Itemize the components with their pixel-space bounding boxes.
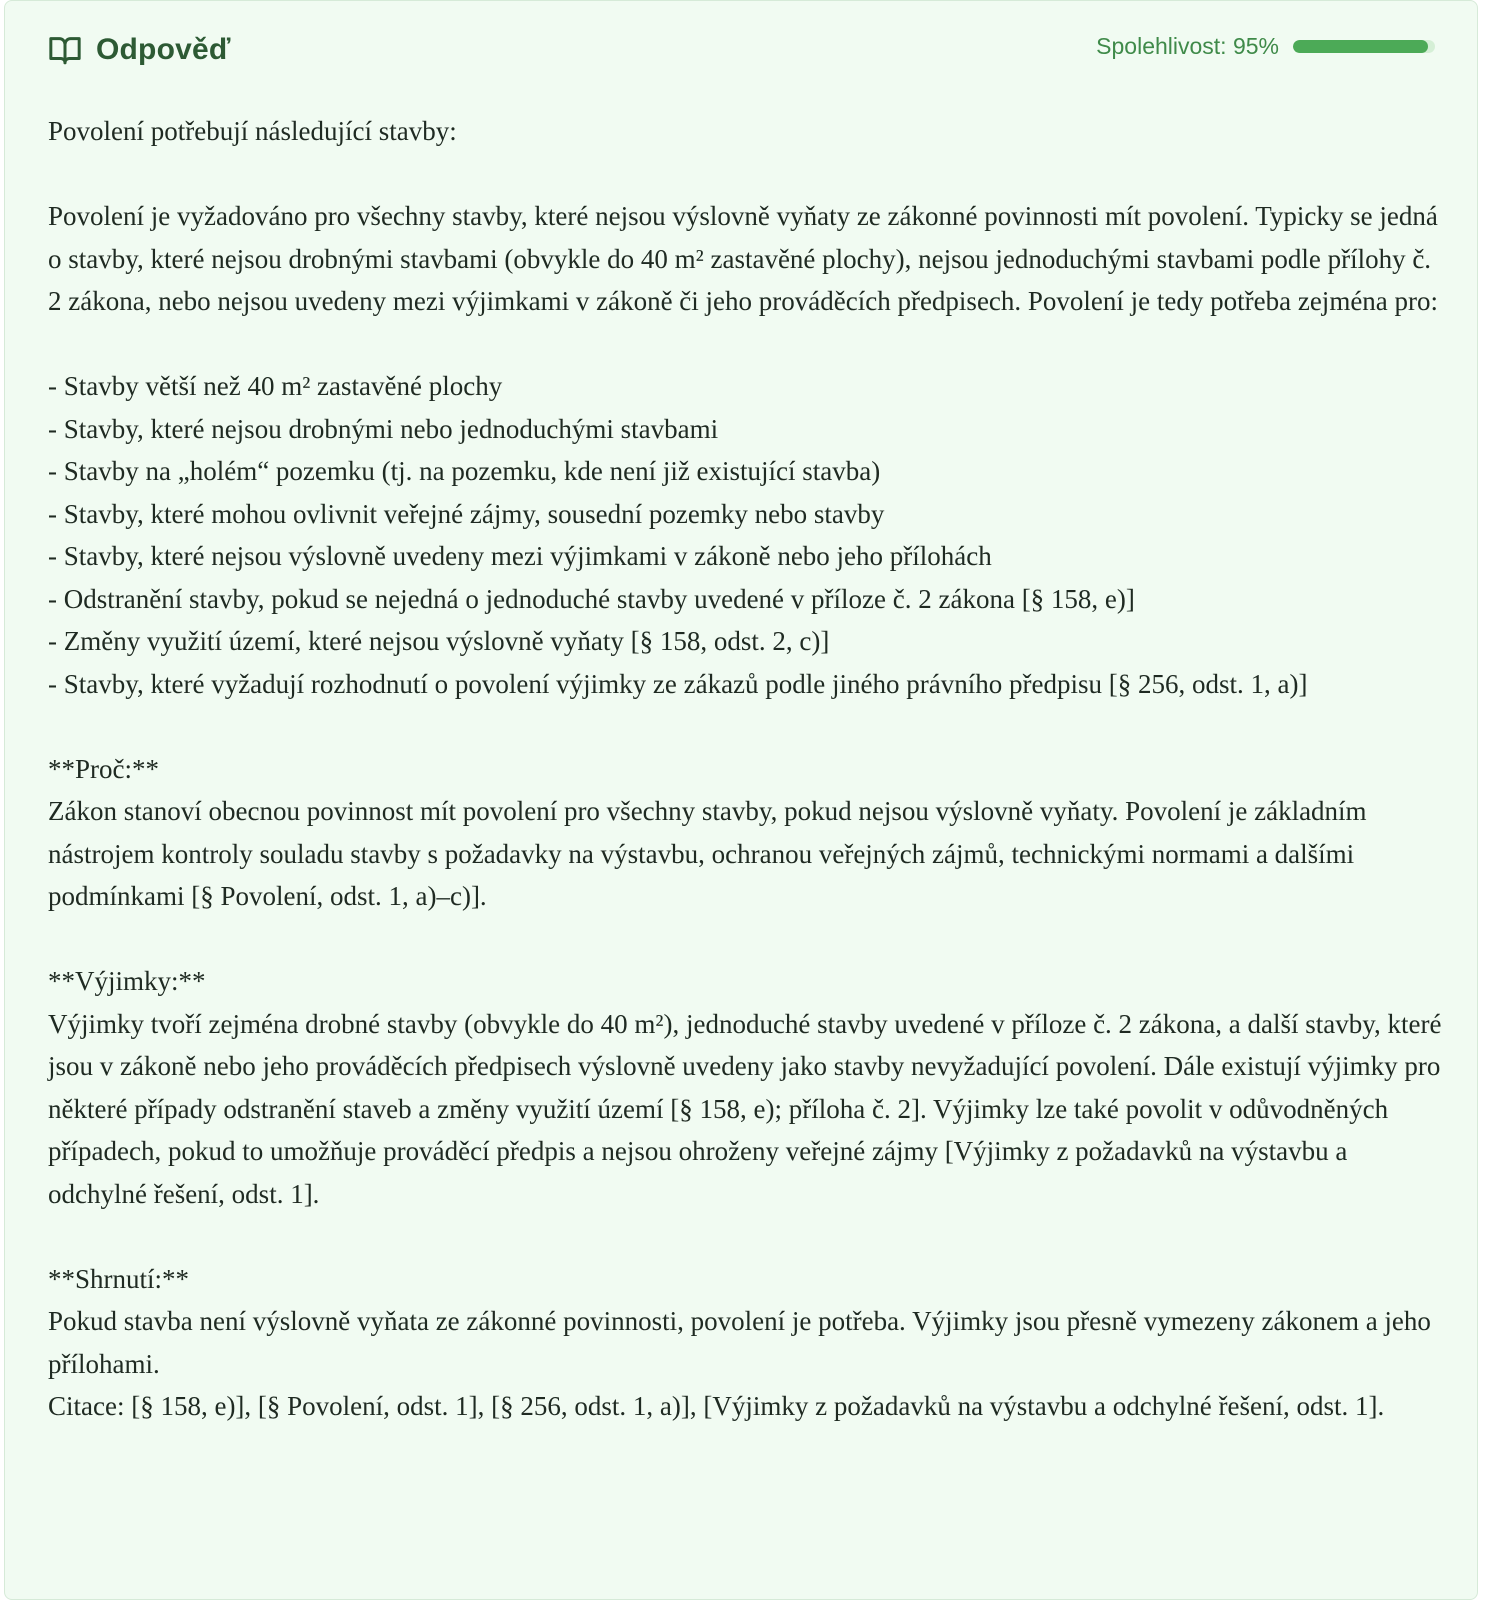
summary-text: Pokud stavba není výslovně vyňata ze zákonné povinnosti, povolení je potřeba. Výjimky jsou přesně vymezeny zákonem a jeho přílohami. <box>48 1306 1438 1379</box>
answer-intro: Povolení potřebují následující stavby: <box>48 116 457 146</box>
confidence-bar-fill <box>1293 40 1428 53</box>
list-item: - Stavby, které mohou ovlivnit veřejné zájmy, sousední pozemky nebo stavby <box>48 498 885 529</box>
summary-heading: **Shrnutí:** <box>48 1263 190 1294</box>
spacer <box>48 918 1448 961</box>
list-item: - Stavby, které nejsou výslovně uvedeny mezi výjimkami v zákoně nebo jeho přílohách <box>48 541 992 571</box>
why-text: Zákon stanoví obecnou povinnost mít povolení pro všechny stavby, pokud nejsou výslovně vyňaty. Povolení je základním nástrojem kontroly souladu stavby s požadavky na výstavbu, ochranou veřejných zájmů, technickými normami a dalšími podmínkami [§ Povolení, odst. 1, a)–c)]. <box>48 796 1374 911</box>
answer-title: Odpověď <box>96 33 231 66</box>
list-item: - Stavby, které nejsou drobnými nebo jednoduchými stavbami <box>48 413 719 444</box>
answer-body <box>48 110 1448 1428</box>
list-item: - Odstranění stavby, pokud se nejedná o jednoduché stavby uvedené v příloze č. 2 zákona [§ 158, e)] <box>48 583 1135 614</box>
spacer <box>48 1215 1448 1258</box>
answer-header <box>5 1 1477 101</box>
title-group <box>48 33 231 67</box>
answer-paragraph: Povolení je vyžadováno pro všechny stavby, které nejsou výslovně vyňaty ze zákonné povinnosti mít povolení. Typicky se jedná o stavby, které nejsou drobnými stavbami (obvykle do 40 m² zastavěné plochy), nejsou jednoduchými stavbami podle přílohy č. 2 zákona, nebo nejsou uvedeny mezi výjimkami v zákoně či jeho prováděcích předpisech. Povolení je tedy potřeba zejména pro: <box>48 201 1445 316</box>
requirement-list <box>48 365 1448 705</box>
list-item: - Stavby, které vyžadují rozhodnutí o povolení výjimky ze zákazů podle jiného právního předpisu [§ 256, odst. 1, a)] <box>48 668 1308 699</box>
confidence-bar <box>1293 40 1435 53</box>
confidence-label: Spolehlivost: 95% <box>1096 33 1279 59</box>
exceptions-heading: **Výjimky:** <box>48 966 206 996</box>
spacer <box>48 153 1448 196</box>
book-open-icon <box>48 33 82 67</box>
why-heading: **Proč:** <box>48 753 159 784</box>
confidence-indicator <box>1096 33 1435 60</box>
spacer <box>48 705 1448 748</box>
list-item: - Změny využití území, které nejsou výslovně vyňaty [§ 158, odst. 2, c)] <box>48 626 830 656</box>
list-item: - Stavby na „holém“ pozemku (tj. na pozemku, kde není již existující stavba) <box>48 456 881 486</box>
exceptions-text: Výjimky tvoří zejména drobné stavby (obvykle do 40 m²), jednoduché stavby uvedené v příloze č. 2 zákona, a další stavby, které jsou v zákoně nebo jeho prováděcích předpisech výslovně uvedeny jako stavby nevyžadující povolení. Dále existují výjimky pro některé případy odstranění staveb a změny využití území [§ 158, e); příloha č. 2]. Výjimky lze také povolit v odůvodněných případech, pokud to umožňuje prováděcí předpis a nejsou ohroženy veřejné zájmy [Výjimky z požadavků na výstavbu a odchylné řešení, odst. 1]. <box>48 1008 1449 1209</box>
spacer <box>48 323 1448 366</box>
list-item: - Stavby větší než 40 m² zastavěné plochy <box>48 371 503 401</box>
citations: Citace: [§ 158, e)], [§ Povolení, odst. 1], [§ 256, odst. 1, a)], [Výjimky z požadavků na výstavbu a odchylné řešení, odst. 1]. <box>48 1391 1385 1421</box>
answer-card <box>4 0 1478 1600</box>
